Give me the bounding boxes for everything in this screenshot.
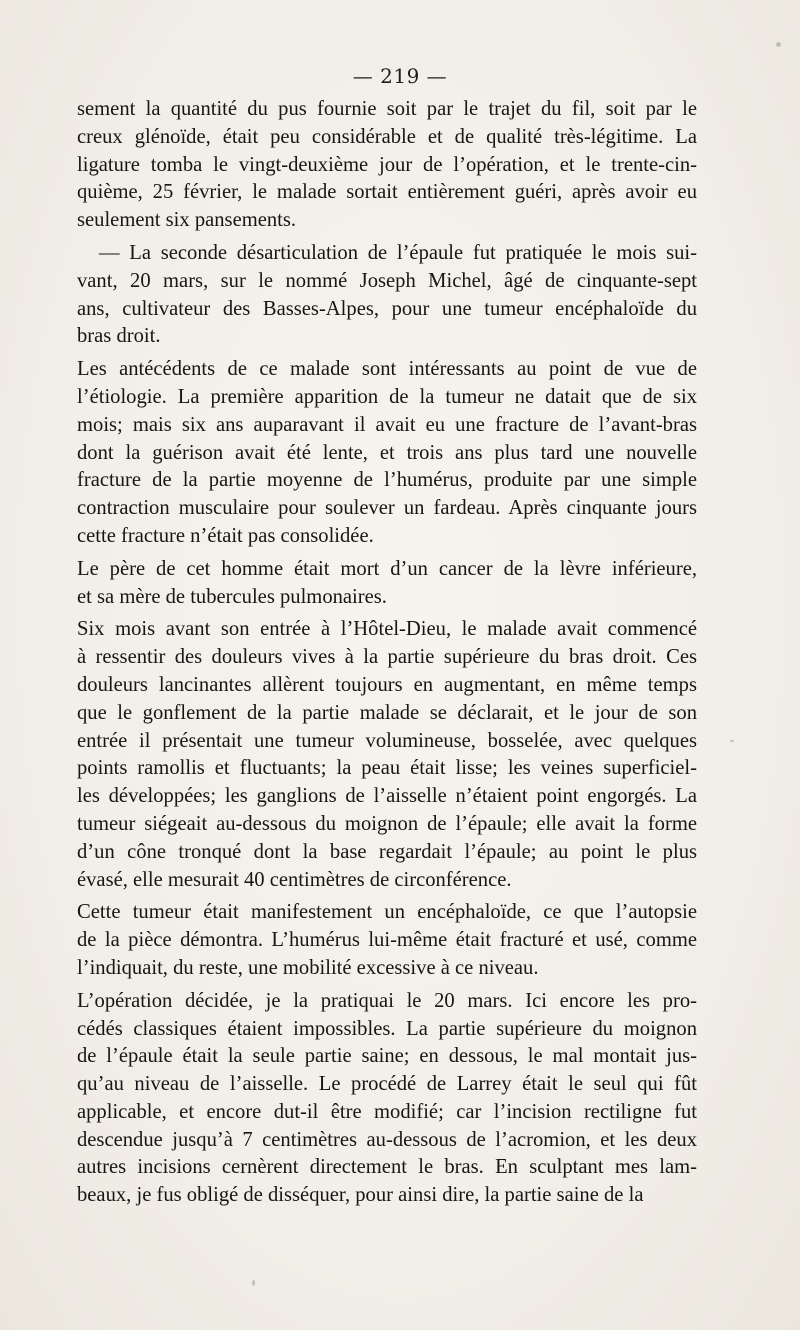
text-line: à ressentir des douleurs vives à la partie supérieure du bras droit. Ces bbox=[77, 646, 697, 669]
body-text bbox=[77, 96, 697, 1215]
text-line: entrée il présentait une tumeur volumineuse, bosselée, avec quelques bbox=[77, 729, 697, 752]
text-line: ligature tomba le vingt-deuxième jour de l’opération, et le trente-cin- bbox=[77, 153, 697, 176]
text-line: — La seconde désarticulation de l’épaule fut pratiquée le mois sui- bbox=[99, 241, 697, 264]
text-line: d’un cône tronqué dont la base regardait l’épaule; au point le plus bbox=[77, 840, 697, 863]
ink-speck bbox=[252, 1280, 255, 1286]
page-number: — 219 — bbox=[352, 64, 448, 88]
text-line: de la pièce démontra. L’humérus lui-même était fracturé et usé, comme bbox=[77, 929, 697, 952]
text-line: descendue jusqu’à 7 centimètres au-dessous de l’acromion, et les deux bbox=[77, 1128, 697, 1151]
text-line: l’étiologie. La première apparition de la tumeur ne datait que de six bbox=[77, 385, 697, 408]
text-line: Cette tumeur était manifestement un encéphaloïde, ce que l’autopsie bbox=[77, 901, 697, 924]
paragraph bbox=[77, 556, 697, 612]
text-line: vant, 20 mars, sur le nommé Joseph Michel, âgé de cinquante-sept bbox=[77, 269, 697, 292]
text-line: cette fracture n’était pas consolidée. bbox=[77, 524, 374, 547]
text-line: applicable, et encore dut-il être modifié; car l’incision rectiligne fut bbox=[77, 1100, 697, 1123]
text-line: quième, 25 février, le malade sortait entièrement guéri, après avoir eu bbox=[77, 181, 697, 204]
paragraph bbox=[77, 616, 697, 894]
paragraph bbox=[77, 240, 697, 351]
text-line: et sa mère de tubercules pulmonaires. bbox=[77, 585, 387, 608]
text-line: cédés classiques étaient impossibles. La partie supérieure du moignon bbox=[77, 1017, 697, 1040]
paragraph bbox=[77, 96, 697, 235]
paragraph bbox=[77, 356, 697, 551]
text-line: évasé, elle mesurait 40 centimètres de circonférence. bbox=[77, 868, 512, 891]
text-line: que le gonflement de la partie malade se déclarait, et le jour de son bbox=[77, 701, 697, 724]
text-line: de l’épaule était la seule partie saine; en dessous, le mal montait jus- bbox=[77, 1045, 697, 1068]
text-line: les développées; les ganglions de l’aisselle n’étaient point engorgés. La bbox=[77, 785, 697, 808]
text-line: ans, cultivateur des Basses-Alpes, pour une tumeur encéphaloïde du bbox=[77, 297, 697, 320]
paragraph bbox=[77, 899, 697, 982]
text-line: points ramollis et fluctuants; la peau était lisse; les veines superficiel- bbox=[77, 757, 697, 780]
text-line: sement la quantité du pus fournie soit par le trajet du fil, soit par le bbox=[77, 98, 697, 120]
paragraph bbox=[77, 988, 697, 1210]
text-line: mois; mais six ans auparavant il avait eu une fracture de l’avant-bras bbox=[77, 413, 697, 436]
ink-speck bbox=[730, 740, 734, 742]
text-line: fracture de la partie moyenne de l’humérus, produite par une simple bbox=[77, 469, 697, 492]
text-line: L’opération décidée, je la pratiquai le 20 mars. Ici encore les pro- bbox=[77, 989, 697, 1012]
text-line: creux glénoïde, était peu considérable et de qualité très-légitime. La bbox=[77, 125, 697, 148]
text-line: Les antécédents de ce malade sont intéressants au point de vue de bbox=[77, 358, 697, 381]
text-line: tumeur siégeait au-dessous du moignon de l’épaule; elle avait la forme bbox=[77, 812, 697, 835]
text-line: beaux, je fus obligé de disséquer, pour ainsi dire, la partie saine de la bbox=[77, 1184, 644, 1207]
text-line: dont la guérison avait été lente, et trois ans plus tard une nouvelle bbox=[77, 441, 697, 464]
text-line: bras droit. bbox=[77, 325, 161, 348]
text-line: autres incisions cernèrent directement le bras. En sculptant mes lam- bbox=[77, 1156, 697, 1179]
ink-speck bbox=[776, 42, 781, 47]
text-line: qu’au niveau de l’aisselle. Le procédé de Larrey était le seul qui fût bbox=[77, 1073, 697, 1096]
text-line: douleurs lancinantes allèrent toujours en augmentant, en même temps bbox=[77, 673, 697, 696]
text-line: contraction musculaire pour soulever un fardeau. Après cinquante jours bbox=[77, 497, 697, 520]
text-line: seulement six pansements. bbox=[77, 209, 297, 232]
text-line: Le père de cet homme était mort d’un cancer de la lèvre inférieure, bbox=[77, 557, 697, 580]
text-line: Six mois avant son entrée à l’Hôtel-Dieu, le malade avait commencé bbox=[77, 618, 697, 641]
text-line: l’indiquait, du reste, une mobilité excessive à ce niveau. bbox=[77, 956, 539, 979]
